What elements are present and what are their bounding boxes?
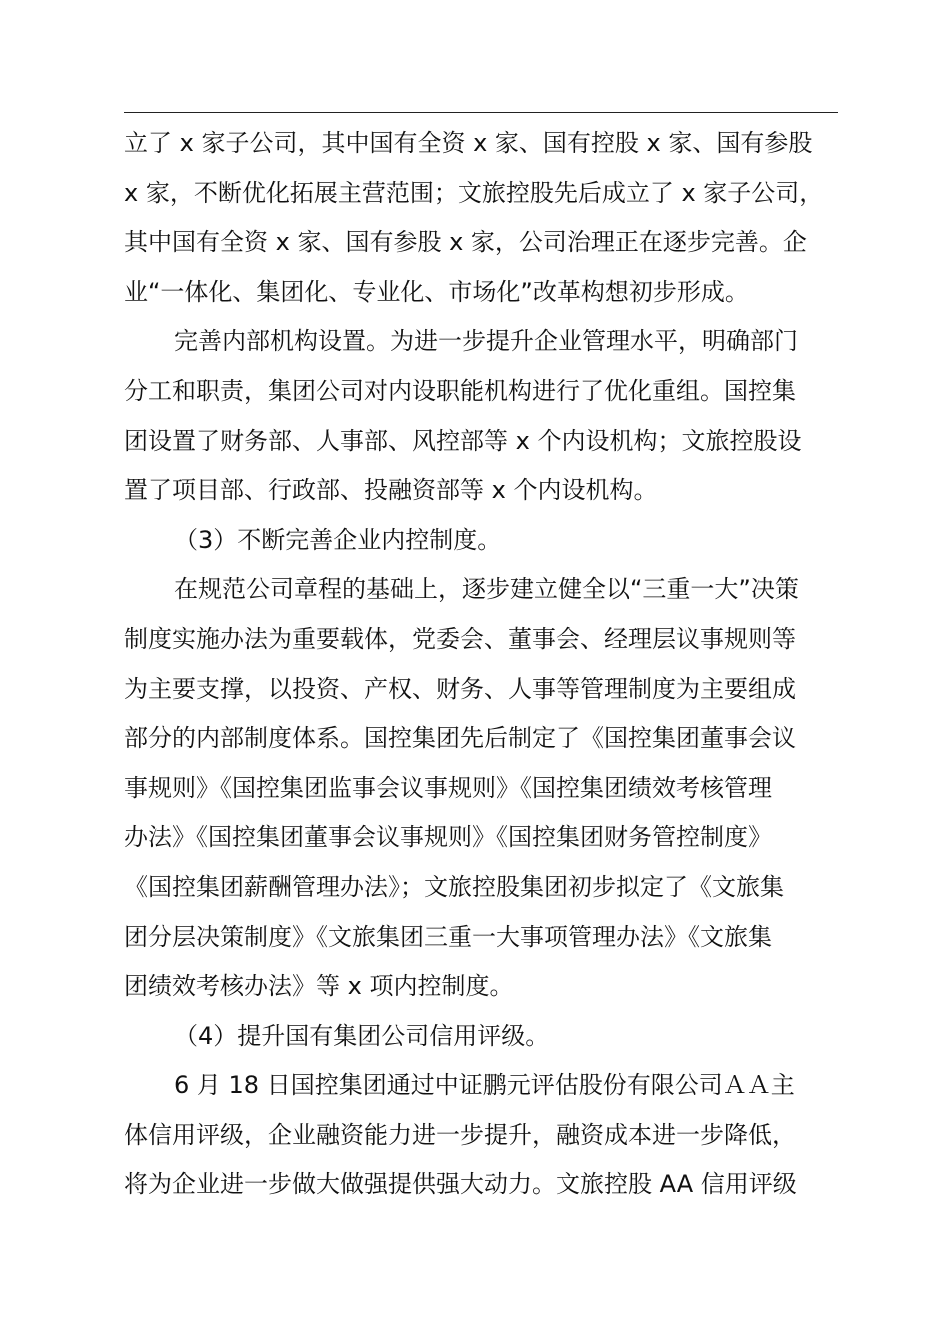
text-line-16: 《国控集团薪酬管理办法》；文旅控股集团初步拟定了《文旅集 (124, 872, 784, 901)
text-line-15: 办法》《国控集团董事会议事规则》《国控集团财务管控制度》 (124, 823, 772, 852)
text-line-2: x 家，不断优化拓展主营范围；文旅控股先后成立了 x 家子公司， (124, 178, 824, 207)
header-rule (124, 112, 838, 113)
text-line-6: 分工和职责，集团公司对内设职能机构进行了优化重组。国控集 (124, 376, 796, 405)
document-body (124, 119, 864, 1210)
text-line-1: 立了 x 家子公司，其中国有全资 x 家、国有控股 x 家、国有参股 (124, 129, 813, 157)
text-line-20: 6 月 18 日国控集团通过中证鹏元评估股份有限公司ＡＡ主 (174, 1071, 795, 1100)
text-line-3: 其中国有全资 x 家、国有参股 x 家，公司治理正在逐步完善。企 (124, 228, 807, 257)
text-line-22: 将为企业进一步做大做强提供强大动力。文旅控股 AA 信用评级 (124, 1170, 797, 1199)
text-line-12: 为主要支撑，以投资、产权、财务、人事等管理制度为主要组成 (124, 674, 796, 703)
section-heading-3: （3）不断完善企业内控制度。 (174, 525, 502, 554)
text-line-13: 部分的内部制度体系。国控集团先后制定了《国控集团董事会议 (124, 724, 796, 753)
text-line-14: 事规则》《国控集团监事会议事规则》《国控集团绩效考核管理 (124, 773, 772, 802)
text-line-7: 团设置了财务部、人事部、风控部等 x 个内设机构；文旅控股设 (124, 426, 802, 455)
section-heading-4: （4）提升国有集团公司信用评级。 (174, 1021, 550, 1050)
text-line-11: 制度实施办法为重要载体，党委会、董事会、经理层议事规则等 (124, 624, 796, 653)
text-line-18: 团绩效考核办法》等 x 项内控制度。 (124, 972, 514, 1001)
text-line-5: 完善内部机构设置。为进一步提升企业管理水平，明确部门 (174, 327, 798, 356)
text-line-21: 体信用评级，企业融资能力进一步提升，融资成本进一步降低， (124, 1120, 796, 1149)
text-line-8: 置了项目部、行政部、投融资部等 x 个内设机构。 (124, 476, 658, 505)
text-line-17: 团分层决策制度》《文旅集团三重一大事项管理办法》《文旅集 (124, 922, 772, 951)
text-line-4: 业“一体化、集团化、专业化、市场化”改革构想初步形成。 (124, 277, 749, 306)
text-line-10: 在规范公司章程的基础上，逐步建立健全以“三重一大”决策 (174, 575, 799, 604)
